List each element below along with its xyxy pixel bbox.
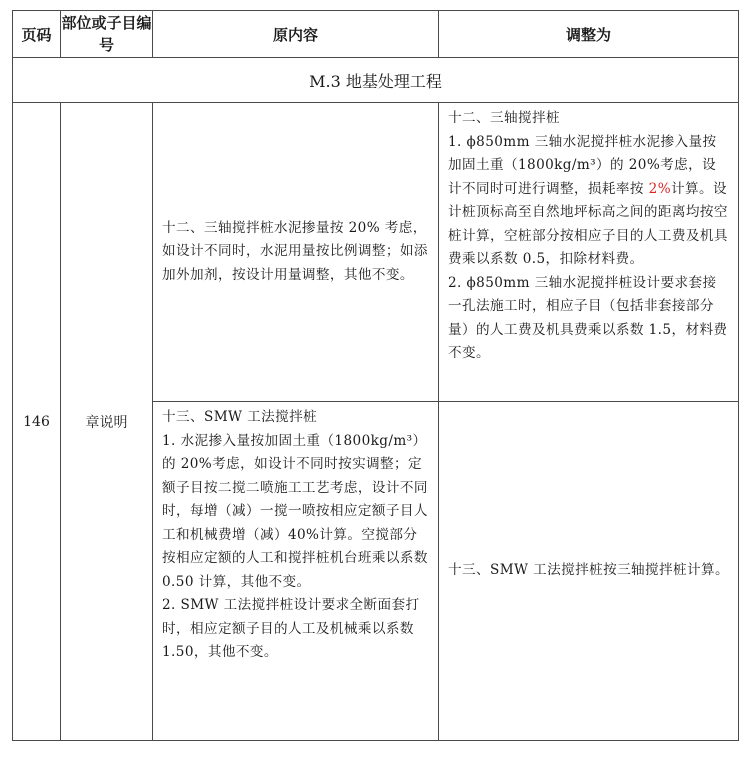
original-heading-13: 十三、SMW 工法搅拌桩	[162, 409, 318, 425]
original-text-12: 十二、三轴搅拌桩水泥掺量按 20% 考虑，如设计不同时，水泥用量按比例调整；如添加外加剂，按设计用量调整，其他不变。	[162, 219, 428, 283]
header-original: 原内容	[153, 11, 439, 58]
document-table-wrapper	[12, 10, 739, 741]
adjusted-text-12-1a: 1. ϕ850mm 三轴水泥搅拌桩水泥掺入量按加固土重（1800kg/m³）的 20%考虑，设计不同时可进行调整，损耗率按	[448, 133, 717, 197]
header-row	[13, 11, 739, 58]
original-paragraph-13-2: 2. SMW 工法搅拌桩设计要求全断面套打时，相应定额子目的人工及机械乘以系数 1.50，其他不变。	[162, 597, 420, 660]
loss-rate-highlight: 2%	[648, 180, 672, 197]
adjusted-heading-12: 十二、三轴搅拌桩	[448, 110, 560, 126]
revision-table	[12, 10, 739, 741]
original-cell-12	[153, 103, 439, 402]
header-part: 部位或子目编号	[61, 11, 153, 58]
adjusted-cell-12	[439, 103, 739, 402]
adjusted-cell-13	[439, 402, 739, 741]
adjusted-paragraph-12-2: 2. ϕ850mm 三轴水泥搅拌桩设计要求套接一孔法施工时，相应子目（包括非套接部分量）的人工费及机具费乘以系数 1.5，材料费不变。	[448, 274, 728, 361]
original-paragraph-13-1: 1. 水泥掺入量按加固土重（1800kg/m³）的 20%考虑，如设计不同时按实调整；定额子目按二搅二喷施工工艺考虑，设计不同时，每增（减）一搅一喷按相应定额子目人工和机械费增（减）40%计算。空搅部分按相应定额的人工和搅拌桩机台班乘以系数 0.50 计算，其他不变。	[162, 432, 428, 590]
original-cell-13	[153, 402, 439, 741]
header-page: 页码	[13, 11, 61, 58]
section-row	[13, 58, 739, 103]
adjusted-text-12-1b: 计算。设计桩顶标高至自然地坪标高之间的距离均按空桩计算，空桩部分按相应子目的人工费及机具费乘以系数 0.5，扣除材料费。	[448, 180, 728, 267]
adjusted-paragraph-12-1	[448, 131, 730, 272]
part-label: 章说明	[61, 103, 153, 741]
table-row	[13, 103, 739, 402]
adjusted-text-13: 十三、SMW 工法搅拌桩按三轴搅拌桩计算。	[448, 562, 730, 579]
header-adjusted: 调整为	[439, 11, 739, 58]
section-title: M.3 地基处理工程	[13, 58, 739, 103]
page-number: 146	[13, 103, 61, 741]
